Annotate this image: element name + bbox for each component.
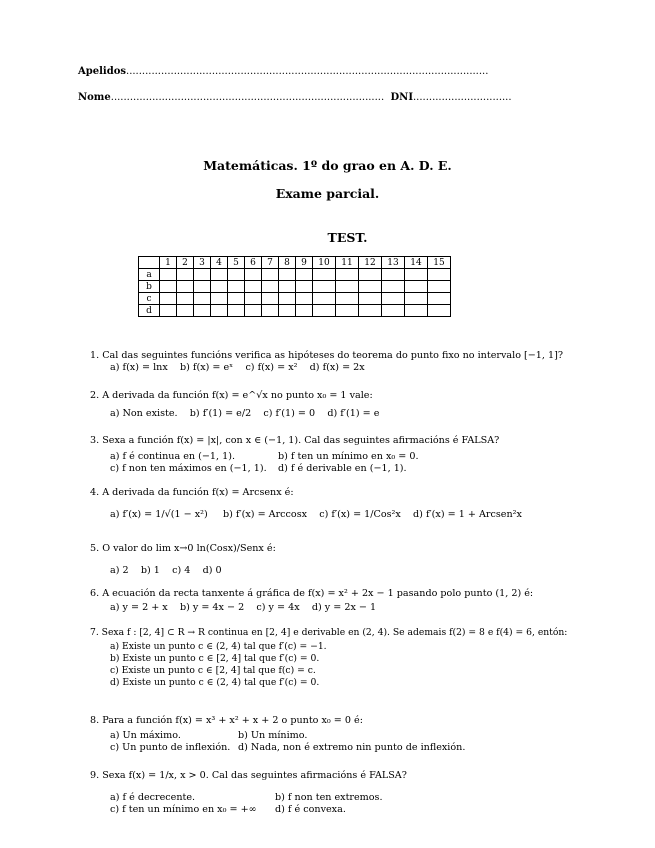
grid-row-label: c <box>139 293 160 305</box>
answer-cell[interactable] <box>228 305 245 317</box>
option-b[interactable]: b) 1 <box>140 565 160 576</box>
answer-cell[interactable] <box>177 269 194 281</box>
answer-cell[interactable] <box>296 293 313 305</box>
apelidos-dots: .................................................................................................................. <box>126 66 489 77</box>
grid-col-header: 3 <box>194 257 211 269</box>
answer-cell[interactable] <box>296 269 313 281</box>
answer-cell[interactable] <box>313 293 336 305</box>
option-a[interactable]: a) y = 2 + x <box>110 602 168 613</box>
answer-cell[interactable] <box>296 281 313 293</box>
option-b[interactable]: b) f non ten extremos. <box>275 792 383 803</box>
nome-label: Nome <box>78 92 111 103</box>
option-b[interactable]: b) f ten un mínimo en x₀ = 0. <box>278 451 419 462</box>
answer-cell[interactable] <box>405 281 428 293</box>
answer-cell[interactable] <box>313 269 336 281</box>
answer-cell[interactable] <box>405 269 428 281</box>
grid-col-header: 5 <box>228 257 245 269</box>
option-a[interactable]: a) Un máximo. <box>110 730 181 741</box>
answer-cell[interactable] <box>382 281 405 293</box>
answer-cell[interactable] <box>245 281 262 293</box>
answer-cell[interactable] <box>160 269 177 281</box>
question-stem: 3. Sexa a función f(x) = |x|, con x ∈ (−1, 1). Cal das seguintes afirmacións é FALSA? <box>90 435 500 446</box>
answer-cell[interactable] <box>245 293 262 305</box>
grid-col-header: 7 <box>262 257 279 269</box>
grid-corner <box>139 257 160 269</box>
answer-cell[interactable] <box>160 281 177 293</box>
option-d[interactable]: d) f é derivable en (−1, 1). <box>278 463 407 474</box>
option-b[interactable]: b) Un mínimo. <box>238 730 308 741</box>
option-d[interactable]: d) f(x) = 2x <box>309 362 365 373</box>
answer-cell[interactable] <box>382 293 405 305</box>
answer-cell[interactable] <box>382 305 405 317</box>
grid-col-header: 2 <box>177 257 194 269</box>
answer-cell[interactable] <box>262 281 279 293</box>
grid-col-header: 14 <box>405 257 428 269</box>
grid-col-header: 6 <box>245 257 262 269</box>
option-b[interactable]: b) f(x) = eˣ <box>179 362 234 373</box>
option-c[interactable]: c) Un punto de inflexión. <box>110 742 231 753</box>
answer-cell[interactable] <box>228 281 245 293</box>
answer-cell[interactable] <box>194 281 211 293</box>
answer-cell[interactable] <box>211 293 228 305</box>
option-a[interactable]: a) f é continua en (−1, 1). <box>110 451 236 462</box>
nome-field[interactable] <box>78 92 512 103</box>
answer-cell[interactable] <box>262 305 279 317</box>
option-d[interactable]: d) Nada, non é extremo nin punto de inflexión. <box>238 742 466 753</box>
grid-col-header: 13 <box>382 257 405 269</box>
answer-cell[interactable] <box>194 293 211 305</box>
option-c[interactable]: c) f non ten máximos en (−1, 1). <box>110 463 267 474</box>
option-c[interactable]: c) f(x) = x² <box>245 362 298 373</box>
answer-cell[interactable] <box>228 293 245 305</box>
question-7 <box>90 627 567 689</box>
grid-row-label: a <box>139 269 160 281</box>
answer-cell[interactable] <box>336 305 359 317</box>
question-8 <box>90 715 466 754</box>
option-b[interactable]: b) f′(x) = Arccosx <box>222 509 308 520</box>
question-3 <box>90 435 499 475</box>
grid-col-header: 11 <box>336 257 359 269</box>
answer-cell[interactable] <box>382 269 405 281</box>
grid-col-header: 8 <box>279 257 296 269</box>
option-d[interactable]: d) f′(x) = 1 + Arcsen²x <box>413 509 522 520</box>
grid-row-d <box>139 305 451 317</box>
option-a[interactable]: a) f é decrecente. <box>110 792 196 803</box>
apelidos-label: Apelidos <box>78 66 127 77</box>
question-9 <box>90 770 407 816</box>
answer-cell[interactable] <box>245 305 262 317</box>
answer-cell[interactable] <box>177 293 194 305</box>
answer-cell[interactable] <box>160 293 177 305</box>
option-a[interactable]: a) Existe un punto c ∈ (2, 4) tal que f′(c) = −1. <box>110 641 327 652</box>
option-a[interactable]: a) f(x) = lnx <box>110 362 168 373</box>
grid-row-c <box>139 293 451 305</box>
answer-cell[interactable] <box>359 305 382 317</box>
answer-cell[interactable] <box>336 293 359 305</box>
grid-header-row <box>139 257 451 269</box>
answer-cell[interactable] <box>211 305 228 317</box>
grid-row-b <box>139 281 451 293</box>
answer-cell[interactable] <box>262 293 279 305</box>
answer-cell[interactable] <box>279 269 296 281</box>
answer-cell[interactable] <box>428 269 451 281</box>
option-c[interactable]: c) f′(1) = 0 <box>263 408 316 419</box>
answer-cell[interactable] <box>428 305 451 317</box>
answer-cell[interactable] <box>296 305 313 317</box>
question-stem: 5. O valor do lim x→0 ln(Cosx)/Senx é: <box>90 543 276 554</box>
option-b[interactable]: b) Existe un punto c ∈ [2, 4] tal que f′(c) = 0. <box>110 653 320 664</box>
answer-cell[interactable] <box>428 281 451 293</box>
question-4 <box>90 487 522 521</box>
question-stem: 8. Para a función f(x) = x³ + x² + x + 2 o punto x₀ = 0 é: <box>90 715 363 726</box>
question-stem: 9. Sexa f(x) = 1/x, x > 0. Cal das seguintes afirmacións é FALSA? <box>90 770 407 781</box>
answer-grid <box>138 256 451 317</box>
question-1 <box>90 350 563 374</box>
question-stem: 4. A derivada da función f(x) = Arcsenx é: <box>90 487 294 498</box>
answer-cell[interactable] <box>359 281 382 293</box>
question-2 <box>90 390 379 420</box>
option-c[interactable]: c) f ten un mínimo en x₀ = +∞ <box>110 804 257 815</box>
exam-title: Exame parcial. <box>275 186 380 201</box>
answer-cell[interactable] <box>228 269 245 281</box>
option-a[interactable]: a) f′(x) = 1/√(1 − x²) <box>110 509 208 520</box>
dni-label: DNI <box>390 92 413 103</box>
answer-cell[interactable] <box>245 269 262 281</box>
option-c[interactable]: c) Existe un punto c ∈ [2, 4] tal que f(c) = c. <box>110 665 316 676</box>
answer-cell[interactable] <box>279 305 296 317</box>
answer-cell[interactable] <box>211 281 228 293</box>
grid-col-header: 15 <box>428 257 451 269</box>
grid-col-header: 9 <box>296 257 313 269</box>
answer-cell[interactable] <box>177 305 194 317</box>
grid-row-label: d <box>139 305 160 317</box>
answer-cell[interactable] <box>279 293 296 305</box>
nome-dots: ...................................................................................... <box>110 92 385 103</box>
test-title: TEST. <box>327 230 368 245</box>
question-stem: 7. Sexa f : [2, 4] ⊂ R → R continua en [2, 4] e derivable en (2, 4). Se ademais f(2) = 8 e f(4) = 6, entón: <box>90 627 568 638</box>
apelidos-field[interactable] <box>78 66 488 77</box>
answer-cell[interactable] <box>405 305 428 317</box>
option-d[interactable]: d) Existe un punto c ∈ (2, 4) tal que f′(c) = 0. <box>110 677 320 688</box>
grid-col-header: 1 <box>160 257 177 269</box>
option-d[interactable]: d) y = 2x − 1 <box>311 602 377 613</box>
answer-cell[interactable] <box>313 305 336 317</box>
grid-col-header: 12 <box>359 257 382 269</box>
option-a[interactable]: a) 2 <box>110 565 129 576</box>
option-c[interactable]: c) 4 <box>172 565 191 576</box>
answer-cell[interactable] <box>194 305 211 317</box>
question-stem: 2. A derivada da función f(x) = e^√x no punto x₀ = 1 vale: <box>90 390 373 401</box>
answer-cell[interactable] <box>313 281 336 293</box>
course-title: Matemáticas. 1º do grao en A. D. E. <box>203 158 452 173</box>
answer-cell[interactable] <box>359 293 382 305</box>
option-c[interactable]: c) f′(x) = 1/Cos²x <box>319 509 401 520</box>
grid-col-header: 4 <box>211 257 228 269</box>
answer-cell[interactable] <box>279 281 296 293</box>
option-a[interactable]: a) Non existe. <box>110 408 178 419</box>
dni-dots: ............................... <box>413 92 512 103</box>
answer-cell[interactable] <box>336 281 359 293</box>
answer-cell[interactable] <box>194 269 211 281</box>
question-stem: 6. A ecuación da recta tanxente á gráfica de f(x) = x² + 2x − 1 pasando polo punto (1, 2) é: <box>90 588 534 599</box>
question-5 <box>90 543 276 577</box>
answer-cell[interactable] <box>160 305 177 317</box>
answer-cell[interactable] <box>405 293 428 305</box>
answer-cell[interactable] <box>262 269 279 281</box>
question-6 <box>90 588 533 614</box>
answer-cell[interactable] <box>177 281 194 293</box>
option-d[interactable]: d) f′(1) = e <box>327 408 380 419</box>
option-c[interactable]: c) y = 4x <box>256 602 300 613</box>
question-stem: 1. Cal das seguintes funcións verifica as hipóteses do teorema do punto fixo no intervalo [−1, 1]? <box>90 350 563 361</box>
grid-row-a <box>139 269 451 281</box>
grid-row-label: b <box>139 281 160 293</box>
option-d[interactable]: d) f é convexa. <box>275 804 346 815</box>
option-d[interactable]: d) 0 <box>202 565 222 576</box>
answer-cell[interactable] <box>428 293 451 305</box>
option-b[interactable]: b) y = 4x − 2 <box>179 602 245 613</box>
answer-cell[interactable] <box>359 269 382 281</box>
grid-col-header: 10 <box>313 257 336 269</box>
option-b[interactable]: b) f′(1) = e/2 <box>189 408 252 419</box>
answer-cell[interactable] <box>211 269 228 281</box>
answer-cell[interactable] <box>336 269 359 281</box>
